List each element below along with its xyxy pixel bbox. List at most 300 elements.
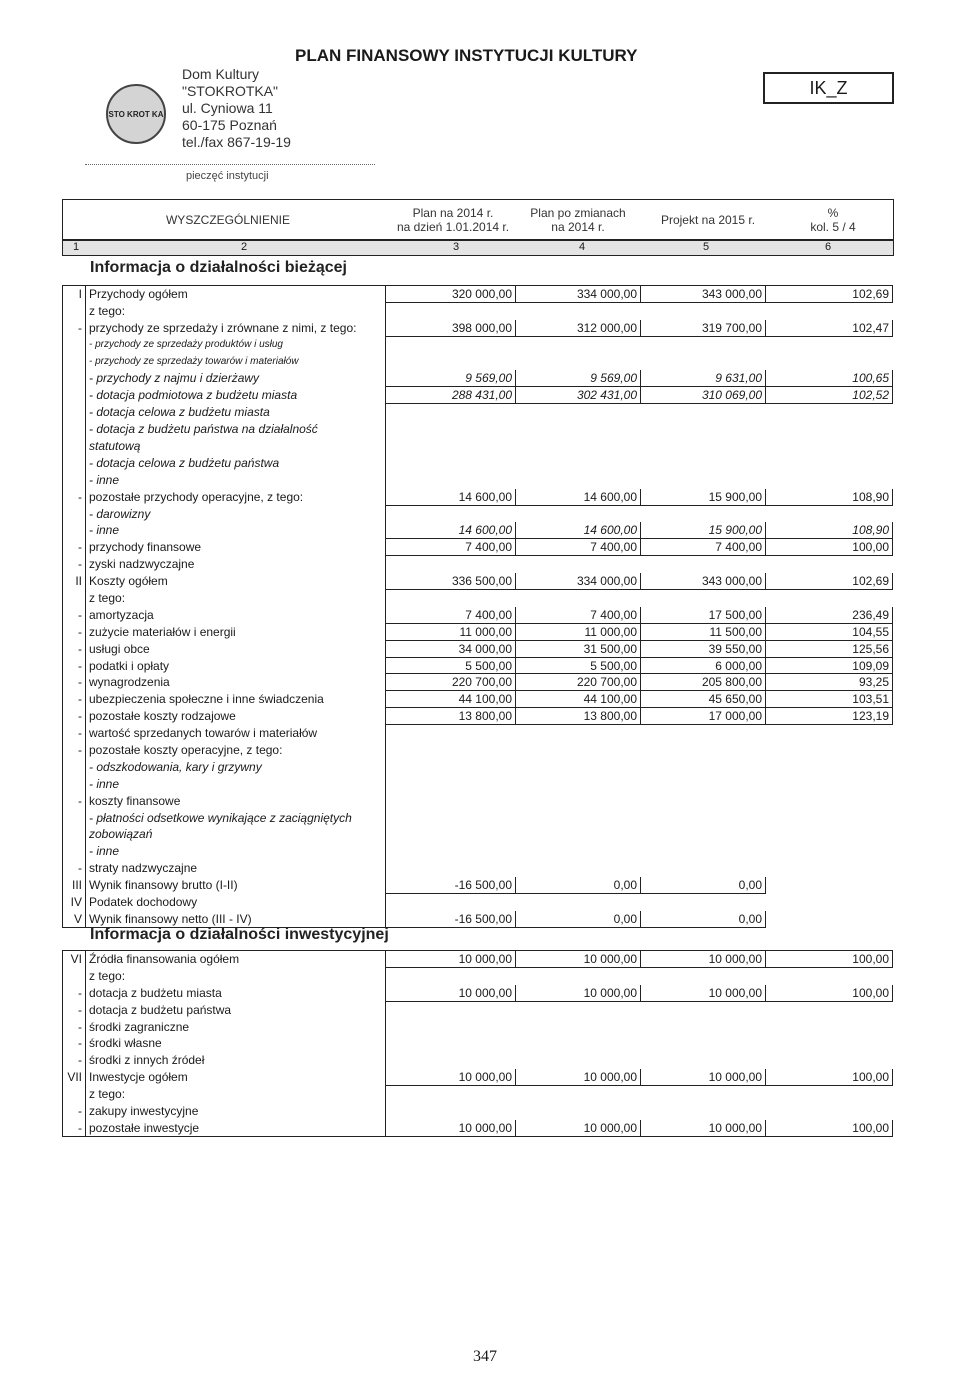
value-plan-2014	[386, 590, 516, 607]
value-project-2015	[641, 1086, 766, 1103]
value-plan-after-changes	[516, 454, 641, 471]
value-percent	[766, 438, 893, 455]
row-label: - przychody ze sprzedaży produktów i usług	[86, 336, 386, 353]
row-number: -	[63, 1103, 86, 1120]
table-row	[63, 967, 893, 984]
value-plan-after-changes	[516, 421, 641, 438]
table-row	[63, 488, 893, 505]
table-row	[63, 708, 893, 725]
row-number: -	[63, 708, 86, 725]
value-plan-2014	[386, 1086, 516, 1103]
row-label: - inne	[86, 471, 386, 488]
value-project-2015	[641, 590, 766, 607]
value-plan-2014: 10 000,00	[386, 984, 516, 1001]
value-plan-2014: -16 500,00	[386, 910, 516, 927]
value-plan-after-changes	[516, 1086, 641, 1103]
row-label: straty nadzwyczajne	[86, 860, 386, 877]
colnum: 5	[703, 241, 710, 253]
row-label: usługi obce	[86, 640, 386, 657]
value-percent: 108,90	[766, 522, 893, 539]
value-plan-after-changes	[516, 1052, 641, 1069]
value-percent: 123,19	[766, 708, 893, 725]
row-label: Koszty ogółem	[86, 573, 386, 590]
row-label: dotacja z budżetu miasta	[86, 984, 386, 1001]
table-row	[63, 657, 893, 674]
row-number: -	[63, 691, 86, 708]
value-plan-after-changes	[516, 471, 641, 488]
row-label: zyski nadzwyczajne	[86, 556, 386, 573]
value-plan-after-changes	[516, 302, 641, 319]
table-row	[63, 1035, 893, 1052]
row-label: Wynik finansowy brutto (I-II)	[86, 877, 386, 894]
value-plan-after-changes	[516, 590, 641, 607]
value-plan-2014: 14 600,00	[386, 522, 516, 539]
row-number	[63, 421, 86, 438]
value-plan-2014: 13 800,00	[386, 708, 516, 725]
value-plan-after-changes	[516, 809, 641, 826]
value-plan-2014: 5 500,00	[386, 657, 516, 674]
value-plan-2014	[386, 302, 516, 319]
value-plan-after-changes	[516, 1035, 641, 1052]
value-plan-after-changes: 312 000,00	[516, 319, 641, 336]
row-number	[63, 775, 86, 792]
row-label: dotacja z budżetu państwa	[86, 1001, 386, 1018]
stamp-line: "STOKROTKA"	[182, 83, 279, 99]
row-label: zakupy inwestycyjne	[86, 1103, 386, 1120]
value-project-2015: 6 000,00	[641, 657, 766, 674]
value-plan-after-changes: 5 500,00	[516, 657, 641, 674]
row-label: Podatek dochodowy	[86, 894, 386, 911]
value-plan-2014	[386, 556, 516, 573]
table-row	[63, 843, 893, 860]
table-row	[63, 1018, 893, 1035]
value-plan-after-changes	[516, 353, 641, 370]
value-percent: 108,90	[766, 488, 893, 505]
value-plan-2014	[386, 860, 516, 877]
row-number: -	[63, 792, 86, 809]
row-number	[63, 370, 86, 387]
row-label: - dotacja celowa z budżetu miasta	[86, 404, 386, 421]
colnum: 4	[579, 241, 586, 253]
header-col6-line1: %	[827, 205, 839, 220]
row-label: - płatności odsetkowe wynikające z zaciągniętych	[86, 809, 386, 826]
value-percent	[766, 877, 893, 894]
value-plan-after-changes: 7 400,00	[516, 606, 641, 623]
value-plan-after-changes	[516, 1018, 641, 1035]
value-project-2015	[641, 454, 766, 471]
value-project-2015	[641, 1018, 766, 1035]
table-row	[63, 775, 893, 792]
value-plan-after-changes	[516, 775, 641, 792]
stamp-caption: pieczęć instytucji	[186, 170, 269, 182]
value-percent: 100,00	[766, 539, 893, 556]
row-label: zobowiązań	[86, 826, 386, 843]
row-label: przychody ze sprzedaży i zrównane z nimi, z tego:	[86, 319, 386, 336]
value-percent	[766, 826, 893, 843]
value-project-2015	[641, 967, 766, 984]
value-percent	[766, 404, 893, 421]
value-plan-2014: 9 569,00	[386, 370, 516, 387]
row-number	[63, 1086, 86, 1103]
value-project-2015	[641, 421, 766, 438]
value-plan-2014: 11 000,00	[386, 623, 516, 640]
table-row	[63, 438, 893, 455]
value-plan-after-changes	[516, 404, 641, 421]
table-row	[63, 951, 893, 968]
value-plan-after-changes: 31 500,00	[516, 640, 641, 657]
header-col3-line1: Plan na 2014 r.	[412, 205, 494, 220]
row-number: -	[63, 725, 86, 742]
value-percent	[766, 894, 893, 911]
value-plan-after-changes: 10 000,00	[516, 1069, 641, 1086]
row-label: wartość sprzedanych towarów i materiałów	[86, 725, 386, 742]
value-percent	[766, 843, 893, 860]
table-row	[63, 387, 893, 404]
value-percent: 125,56	[766, 640, 893, 657]
row-number: -	[63, 556, 86, 573]
row-number: -	[63, 623, 86, 640]
value-percent: 104,55	[766, 623, 893, 640]
row-number: -	[63, 1052, 86, 1069]
header-col4	[513, 206, 643, 234]
value-plan-2014: 44 100,00	[386, 691, 516, 708]
value-percent: 100,65	[766, 370, 893, 387]
value-plan-2014: 10 000,00	[386, 1069, 516, 1086]
value-plan-2014	[386, 826, 516, 843]
row-label: z tego:	[86, 590, 386, 607]
row-number: -	[63, 657, 86, 674]
value-plan-2014	[386, 353, 516, 370]
row-number	[63, 454, 86, 471]
value-project-2015: 9 631,00	[641, 370, 766, 387]
value-project-2015: 10 000,00	[641, 1069, 766, 1086]
value-project-2015: 0,00	[641, 910, 766, 927]
value-plan-2014	[386, 505, 516, 522]
row-number: I	[63, 286, 86, 303]
investment-activity-table	[62, 950, 893, 1137]
table-row	[63, 725, 893, 742]
row-label: podatki i opłaty	[86, 657, 386, 674]
value-project-2015	[641, 1103, 766, 1120]
value-plan-after-changes: 14 600,00	[516, 488, 641, 505]
value-percent	[766, 910, 893, 927]
value-project-2015	[641, 505, 766, 522]
table-row	[63, 1103, 893, 1120]
value-plan-after-changes: 7 400,00	[516, 539, 641, 556]
row-number: II	[63, 573, 86, 590]
row-number	[63, 967, 86, 984]
stamp-line: Dom Kultury	[182, 66, 260, 82]
row-label: pozostałe koszty operacyjne, z tego:	[86, 742, 386, 759]
value-plan-after-changes	[516, 758, 641, 775]
row-number	[63, 843, 86, 860]
value-percent	[766, 556, 893, 573]
row-number	[63, 438, 86, 455]
row-number	[63, 353, 86, 370]
value-plan-after-changes: 10 000,00	[516, 1119, 641, 1136]
value-percent	[766, 1052, 893, 1069]
form-code-box: IK_Z	[763, 72, 894, 104]
value-project-2015	[641, 860, 766, 877]
value-project-2015: 343 000,00	[641, 573, 766, 590]
table-row	[63, 606, 893, 623]
value-project-2015: 17 000,00	[641, 708, 766, 725]
value-plan-after-changes	[516, 505, 641, 522]
value-project-2015	[641, 826, 766, 843]
row-label: Przychody ogółem	[86, 286, 386, 303]
value-plan-after-changes	[516, 843, 641, 860]
value-percent	[766, 792, 893, 809]
value-percent: 100,00	[766, 951, 893, 968]
value-percent: 236,49	[766, 606, 893, 623]
value-plan-2014	[386, 471, 516, 488]
row-number: -	[63, 319, 86, 336]
row-number: -	[63, 984, 86, 1001]
row-label: przychody finansowe	[86, 539, 386, 556]
table-row	[63, 556, 893, 573]
value-plan-after-changes: 11 000,00	[516, 623, 641, 640]
section-investment-activity: Informacja o działalności inwestycyjnej	[90, 926, 389, 943]
table-row	[63, 742, 893, 759]
table-row	[63, 522, 893, 539]
row-label: środki zagraniczne	[86, 1018, 386, 1035]
row-number	[63, 387, 86, 404]
value-plan-2014	[386, 1103, 516, 1120]
table-row	[63, 505, 893, 522]
header-col3-line2: na dzień 1.01.2014 r.	[396, 219, 510, 234]
row-number	[63, 590, 86, 607]
table-row	[63, 674, 893, 691]
value-plan-2014: 7 400,00	[386, 606, 516, 623]
value-project-2015	[641, 1001, 766, 1018]
value-percent: 93,25	[766, 674, 893, 691]
value-project-2015	[641, 556, 766, 573]
value-plan-after-changes	[516, 742, 641, 759]
table-row	[63, 640, 893, 657]
table-row	[63, 404, 893, 421]
header-col3	[393, 206, 513, 234]
value-project-2015	[641, 471, 766, 488]
value-percent	[766, 302, 893, 319]
value-project-2015	[641, 843, 766, 860]
value-project-2015: 17 500,00	[641, 606, 766, 623]
value-plan-after-changes	[516, 725, 641, 742]
value-project-2015: 0,00	[641, 877, 766, 894]
value-plan-after-changes	[516, 826, 641, 843]
row-label: ubezpieczenia społeczne i inne świadczenia	[86, 691, 386, 708]
value-plan-after-changes	[516, 894, 641, 911]
row-number: -	[63, 1018, 86, 1035]
table-row	[63, 302, 893, 319]
value-percent	[766, 1103, 893, 1120]
value-percent	[766, 1018, 893, 1035]
value-plan-2014	[386, 1052, 516, 1069]
row-label: środki własne	[86, 1035, 386, 1052]
row-number: -	[63, 640, 86, 657]
value-percent	[766, 505, 893, 522]
value-plan-2014	[386, 758, 516, 775]
colnum: 1	[73, 241, 80, 253]
row-label: z tego:	[86, 967, 386, 984]
table-row	[63, 826, 893, 843]
header-col4-line2: na 2014 r.	[551, 219, 605, 234]
table-header	[62, 199, 894, 240]
row-number: -	[63, 1035, 86, 1052]
row-number: -	[63, 860, 86, 877]
value-plan-2014: -16 500,00	[386, 877, 516, 894]
table-row	[63, 370, 893, 387]
table-row	[63, 590, 893, 607]
value-percent	[766, 336, 893, 353]
value-percent	[766, 1086, 893, 1103]
table-row	[63, 353, 893, 370]
value-plan-2014	[386, 454, 516, 471]
value-project-2015	[641, 792, 766, 809]
value-plan-after-changes	[516, 967, 641, 984]
table-row	[63, 910, 893, 927]
header-col2: WYSZCZEGÓLNIENIE	[165, 212, 290, 227]
section-current-activity: Informacja o działalności bieżącej	[90, 259, 347, 276]
value-percent: 102,52	[766, 387, 893, 404]
table-row	[63, 1052, 893, 1069]
row-number: -	[63, 1119, 86, 1136]
value-project-2015	[641, 404, 766, 421]
value-project-2015: 11 500,00	[641, 623, 766, 640]
value-plan-after-changes: 10 000,00	[516, 951, 641, 968]
row-label: wynagrodzenia	[86, 674, 386, 691]
value-percent	[766, 590, 893, 607]
header-col6	[773, 206, 893, 234]
value-plan-2014	[386, 336, 516, 353]
row-number: IV	[63, 894, 86, 911]
value-percent	[766, 471, 893, 488]
row-label: - inne	[86, 522, 386, 539]
table-row	[63, 691, 893, 708]
value-plan-after-changes: 220 700,00	[516, 674, 641, 691]
value-project-2015	[641, 302, 766, 319]
stamp-logo: STO KROT KA	[106, 84, 166, 144]
row-label: - przychody ze sprzedaży towarów i materiałów	[86, 353, 386, 370]
row-label: koszty finansowe	[86, 792, 386, 809]
row-number	[63, 809, 86, 826]
value-project-2015	[641, 725, 766, 742]
value-plan-2014: 398 000,00	[386, 319, 516, 336]
stamp-dotted-line	[85, 164, 375, 165]
value-percent	[766, 725, 893, 742]
value-plan-2014	[386, 775, 516, 792]
row-label: pozostałe przychody operacyjne, z tego:	[86, 488, 386, 505]
row-number: -	[63, 742, 86, 759]
table-row	[63, 286, 893, 303]
row-label: z tego:	[86, 302, 386, 319]
current-activity-table	[62, 285, 893, 928]
row-label: Inwestycje ogółem	[86, 1069, 386, 1086]
value-project-2015: 39 550,00	[641, 640, 766, 657]
value-project-2015	[641, 809, 766, 826]
colnum: 6	[825, 241, 832, 253]
row-label: - dotacja z budżetu państwa na działalność	[86, 421, 386, 438]
row-number: VI	[63, 951, 86, 968]
value-plan-2014: 220 700,00	[386, 674, 516, 691]
value-plan-2014	[386, 843, 516, 860]
table-row	[63, 877, 893, 894]
row-label: z tego:	[86, 1086, 386, 1103]
value-project-2015: 10 000,00	[641, 1119, 766, 1136]
value-plan-2014	[386, 809, 516, 826]
value-plan-after-changes: 334 000,00	[516, 573, 641, 590]
value-percent	[766, 1001, 893, 1018]
value-plan-after-changes	[516, 438, 641, 455]
value-project-2015	[641, 336, 766, 353]
value-plan-after-changes	[516, 1001, 641, 1018]
value-project-2015: 15 900,00	[641, 522, 766, 539]
value-plan-2014	[386, 894, 516, 911]
value-project-2015: 15 900,00	[641, 488, 766, 505]
value-percent: 102,47	[766, 319, 893, 336]
value-plan-after-changes	[516, 336, 641, 353]
value-percent	[766, 809, 893, 826]
table-row	[63, 860, 893, 877]
row-label: pozostałe koszty rodzajowe	[86, 708, 386, 725]
value-plan-after-changes	[516, 860, 641, 877]
value-percent	[766, 742, 893, 759]
value-plan-2014	[386, 725, 516, 742]
row-label: amortyzacja	[86, 606, 386, 623]
value-plan-2014: 7 400,00	[386, 539, 516, 556]
header-col6-line2: kol. 5 / 4	[810, 219, 856, 234]
value-plan-2014	[386, 792, 516, 809]
value-percent: 100,00	[766, 984, 893, 1001]
value-project-2015	[641, 758, 766, 775]
value-plan-2014	[386, 438, 516, 455]
value-plan-after-changes	[516, 1103, 641, 1120]
table-row	[63, 454, 893, 471]
row-number	[63, 758, 86, 775]
table-row	[63, 539, 893, 556]
value-plan-after-changes	[516, 556, 641, 573]
table-row	[63, 758, 893, 775]
value-plan-2014	[386, 967, 516, 984]
value-project-2015	[641, 1035, 766, 1052]
value-project-2015	[641, 353, 766, 370]
colnum: 3	[453, 241, 460, 253]
row-number: -	[63, 674, 86, 691]
value-project-2015	[641, 1052, 766, 1069]
table-row	[63, 623, 893, 640]
row-label: zużycie materiałów i energii	[86, 623, 386, 640]
table-row	[63, 421, 893, 438]
value-plan-after-changes: 44 100,00	[516, 691, 641, 708]
value-percent: 100,00	[766, 1069, 893, 1086]
value-percent	[766, 353, 893, 370]
row-number: III	[63, 877, 86, 894]
row-label: - darowizny	[86, 505, 386, 522]
value-percent	[766, 454, 893, 471]
table-row	[63, 336, 893, 353]
value-project-2015: 205 800,00	[641, 674, 766, 691]
row-number: V	[63, 910, 86, 927]
value-project-2015: 343 000,00	[641, 286, 766, 303]
row-number: -	[63, 606, 86, 623]
header-col5: Projekt na 2015 r.	[660, 212, 756, 227]
row-label: - dotacja podmiotowa z budżetu miasta	[86, 387, 386, 404]
value-percent: 103,51	[766, 691, 893, 708]
value-plan-2014: 336 500,00	[386, 573, 516, 590]
table-row	[63, 1119, 893, 1136]
value-percent	[766, 1035, 893, 1052]
value-percent	[766, 775, 893, 792]
value-plan-2014: 288 431,00	[386, 387, 516, 404]
